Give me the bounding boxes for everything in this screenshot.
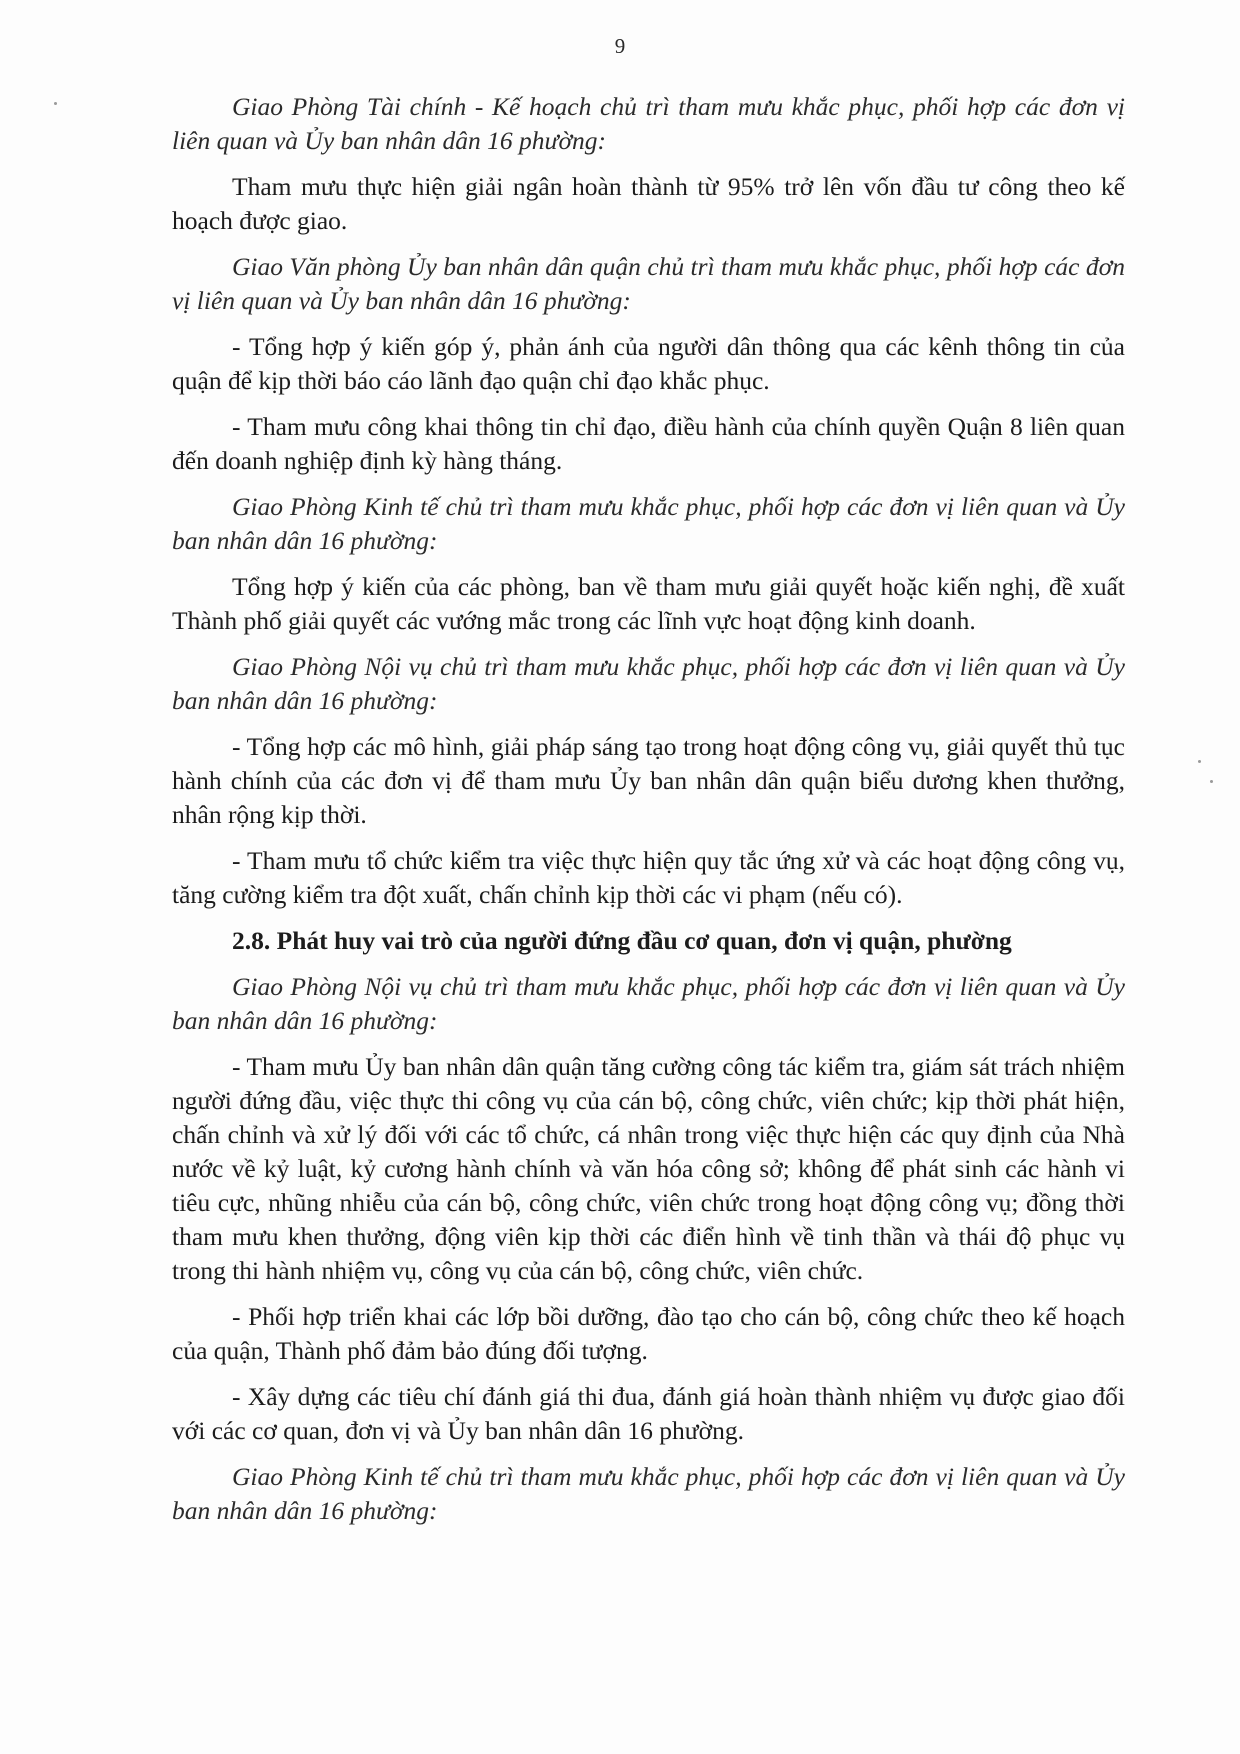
body-paragraph: Tham mưu thực hiện giải ngân hoàn thành từ 95% trở lên vốn đầu tư công theo kế hoạch được giao. xyxy=(172,172,1125,235)
assignment-paragraph: Giao Phòng Kinh tế chủ trì tham mưu khắc phục, phối hợp các đơn vị liên quan và Ủy ban nhân dân 16 phường: xyxy=(172,1462,1125,1525)
body-paragraph: - Tham mưu Ủy ban nhân dân quận tăng cường công tác kiểm tra, giám sát trách nhiệm người đứng đầu, việc thực thi công vụ của cán bộ, công chức, viên chức; kịp thời phát hiện, chấn chỉnh và xử lý đối với các tổ chức, cá nhân trong việc thực hiện các quy định của Nhà nước về kỷ luật, kỷ cương hành chính và văn hóa công sở; không để phát sinh các hành vi tiêu cực, nhũng nhiễu của cán bộ, công chức, viên chức trong hoạt động công vụ; đồng thời tham mưu khen thưởng, động viên kịp thời các điển hình về tinh thần và thái độ phục vụ trong thi hành nhiệm vụ, công vụ của cán bộ, công chức, viên chức. xyxy=(172,1052,1125,1285)
scan-speck xyxy=(1198,760,1201,763)
assignment-paragraph: Giao Văn phòng Ủy ban nhân dân quận chủ trì tham mưu khắc phục, phối hợp các đơn vị liên quan và Ủy ban nhân dân 16 phường: xyxy=(172,252,1125,315)
body-paragraph: - Tổng hợp ý kiến góp ý, phản ánh của người dân thông qua các kênh thông tin của quận để kịp thời báo cáo lãnh đạo quận chỉ đạo khắc phục. xyxy=(172,332,1125,395)
body-paragraph: - Tham mưu công khai thông tin chỉ đạo, điều hành của chính quyền Quận 8 liên quan đến doanh nghiệp định kỳ hàng tháng. xyxy=(172,412,1125,475)
body-paragraph: - Tham mưu tổ chức kiểm tra việc thực hiện quy tắc ứng xử và các hoạt động công vụ, tăng cường kiểm tra đột xuất, chấn chỉnh kịp thời các vi phạm (nếu có). xyxy=(172,846,1125,909)
section-heading: 2.8. Phát huy vai trò của người đứng đầu cơ quan, đơn vị quận, phường xyxy=(232,926,1012,955)
body-paragraph: - Tổng hợp các mô hình, giải pháp sáng tạo trong hoạt động công vụ, giải quyết thủ tục hành chính của các đơn vị để tham mưu Ủy ban nhân dân quận biểu dương khen thưởng, nhân rộng kịp thời. xyxy=(172,732,1125,829)
assignment-paragraph: Giao Phòng Tài chính - Kế hoạch chủ trì tham mưu khắc phục, phối hợp các đơn vị liên quan và Ủy ban nhân dân 16 phường: xyxy=(172,92,1125,155)
page-number: 9 xyxy=(614,34,626,58)
document-body xyxy=(172,90,1125,1540)
assignment-paragraph: Giao Phòng Nội vụ chủ trì tham mưu khắc phục, phối hợp các đơn vị liên quan và Ủy ban nhân dân 16 phường: xyxy=(172,652,1125,715)
scan-speck xyxy=(1210,780,1213,783)
body-paragraph: - Xây dựng các tiêu chí đánh giá thi đua, đánh giá hoàn thành nhiệm vụ được giao đối với các cơ quan, đơn vị và Ủy ban nhân dân 16 phường. xyxy=(172,1382,1125,1445)
assignment-paragraph: Giao Phòng Nội vụ chủ trì tham mưu khắc phục, phối hợp các đơn vị liên quan và Ủy ban nhân dân 16 phường: xyxy=(172,972,1125,1035)
body-paragraph: - Phối hợp triển khai các lớp bồi dưỡng, đào tạo cho cán bộ, công chức theo kế hoạch của quận, Thành phố đảm bảo đúng đối tượng. xyxy=(172,1302,1125,1365)
scan-speck xyxy=(54,102,57,105)
assignment-paragraph: Giao Phòng Kinh tế chủ trì tham mưu khắc phục, phối hợp các đơn vị liên quan và Ủy ban nhân dân 16 phường: xyxy=(172,492,1125,555)
body-paragraph: Tổng hợp ý kiến của các phòng, ban về tham mưu giải quyết hoặc kiến nghị, đề xuất Thành phố giải quyết các vướng mắc trong các lĩnh vực hoạt động kinh doanh. xyxy=(172,572,1125,635)
